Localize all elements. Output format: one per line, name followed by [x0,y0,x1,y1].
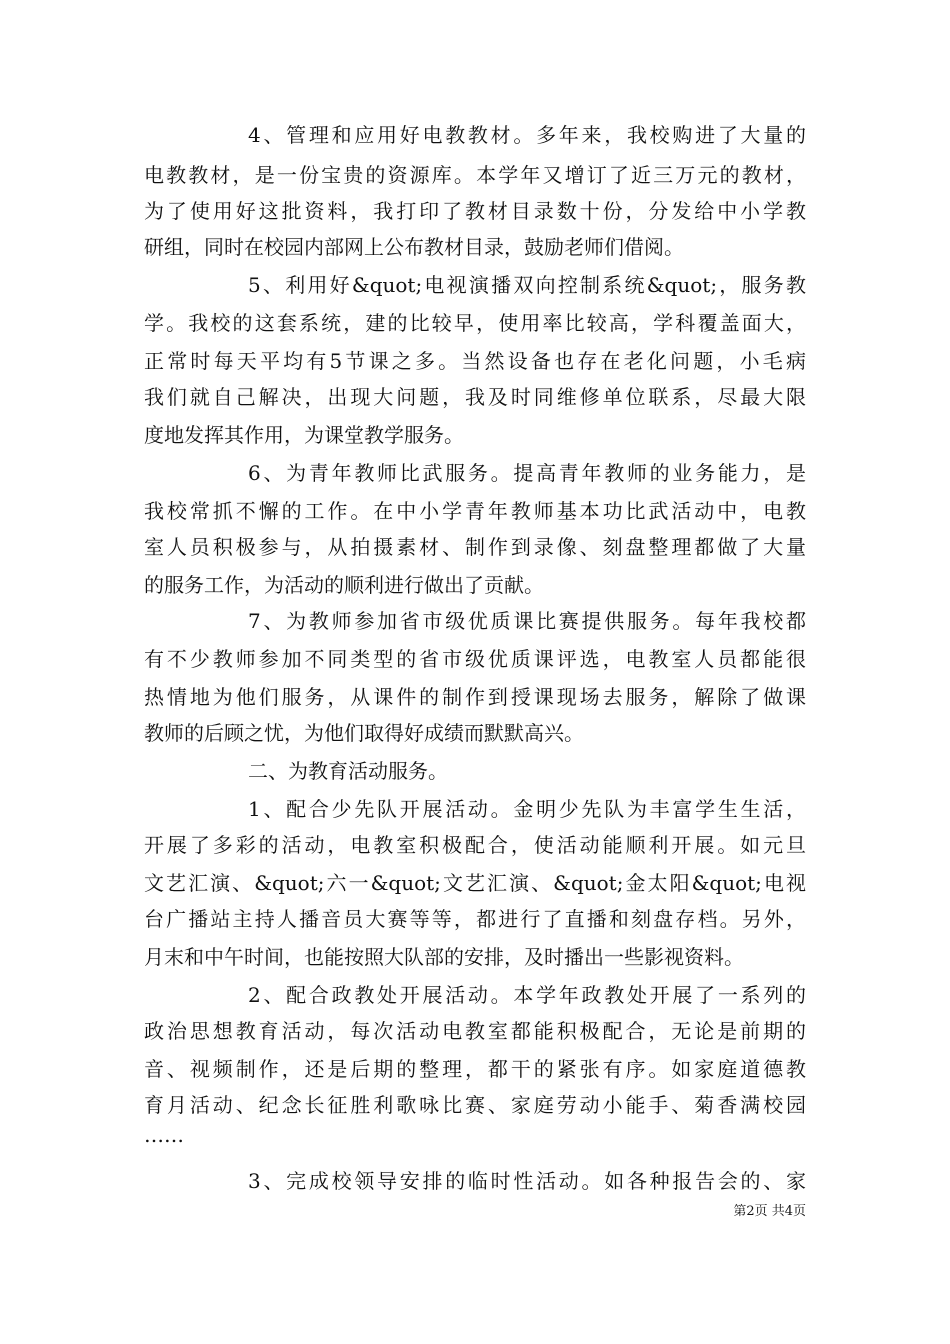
text-line: 正常时每天平均有5节课之多。当然设备也存在老化问题，小毛病 [144,349,806,373]
text-line: 为了使用好这批资料，我打印了教材目录数十份，分发给中小学教 [144,199,806,223]
text-line: 5、利用好&quot;电视演播双向控制系统&quot;，服务教 [248,273,806,297]
text-line: 我们就自己解决，出现大问题，我及时同维修单位联系，尽最大限 [144,385,806,409]
text-line: …… [144,1123,184,1147]
text-line: 热情地为他们服务，从课件的制作到授课现场去服务，解除了做课 [144,685,806,709]
text-line: 月末和中午时间，也能按照大队部的安排，及时播出一些影视资料。 [144,945,744,969]
text-line: 教师的后顾之忧，为他们取得好成绩而默默高兴。 [144,721,584,745]
text-line: 文艺汇演、&quot;六一&quot;文艺汇演、&quot;金太阳&quot;电视 [144,871,806,895]
text-line: 1、配合少先队开展活动。金明少先队为丰富学生生活， [248,797,806,821]
text-line: 电教教材，是一份宝贵的资源库。本学年又增订了近三万元的教材， [144,163,806,187]
text-line: 的服务工作，为活动的顺利进行做出了贡献。 [144,573,544,597]
text-line: 2、配合政教处开展活动。本学年政教处开展了一系列的 [248,983,806,1007]
text-line: 室人员积极参与，从拍摄素材、制作到录像、刻盘整理都做了大量 [144,535,806,559]
text-line: 开展了多彩的活动，电教室积极配合，使活动能顺利开展。如元旦 [144,833,806,857]
text-line: 台广播站主持人播音员大赛等等，都进行了直播和刻盘存档。另外， [144,907,806,931]
text-line: 学。我校的这套系统，建的比较早，使用率比较高，学科覆盖面大， [144,311,806,335]
text-line: 4、管理和应用好电教教材。多年来，我校购进了大量的 [248,123,806,147]
section-heading: 二、为教育活动服务。 [248,759,448,783]
text-line: 3、完成校领导安排的临时性活动。如各种报告会的、家 [248,1169,806,1193]
text-line: 政治思想教育活动，每次活动电教室都能积极配合，无论是前期的 [144,1019,806,1043]
text-line: 我校常抓不懈的工作。在中小学青年教师基本功比武活动中，电教 [144,499,806,523]
text-line: 音、视频制作，还是后期的整理，都干的紧张有序。如家庭道德教 [144,1057,806,1081]
text-line: 育月活动、纪念长征胜利歌咏比赛、家庭劳动小能手、菊香满校园 [144,1093,806,1117]
text-line: 有不少教师参加不同类型的省市级优质课评选，电教室人员都能很 [144,647,806,671]
page-footer: 第2页 共4页 [733,1204,806,1219]
text-line: 7、为教师参加省市级优质课比赛提供服务。每年我校都 [248,609,806,633]
text-line: 6、为青年教师比武服务。提高青年教师的业务能力，是 [248,461,806,485]
text-line: 研组，同时在校园内部网上公布教材目录，鼓励老师们借阅。 [144,235,684,259]
text-line: 度地发挥其作用，为课堂教学服务。 [144,423,464,447]
